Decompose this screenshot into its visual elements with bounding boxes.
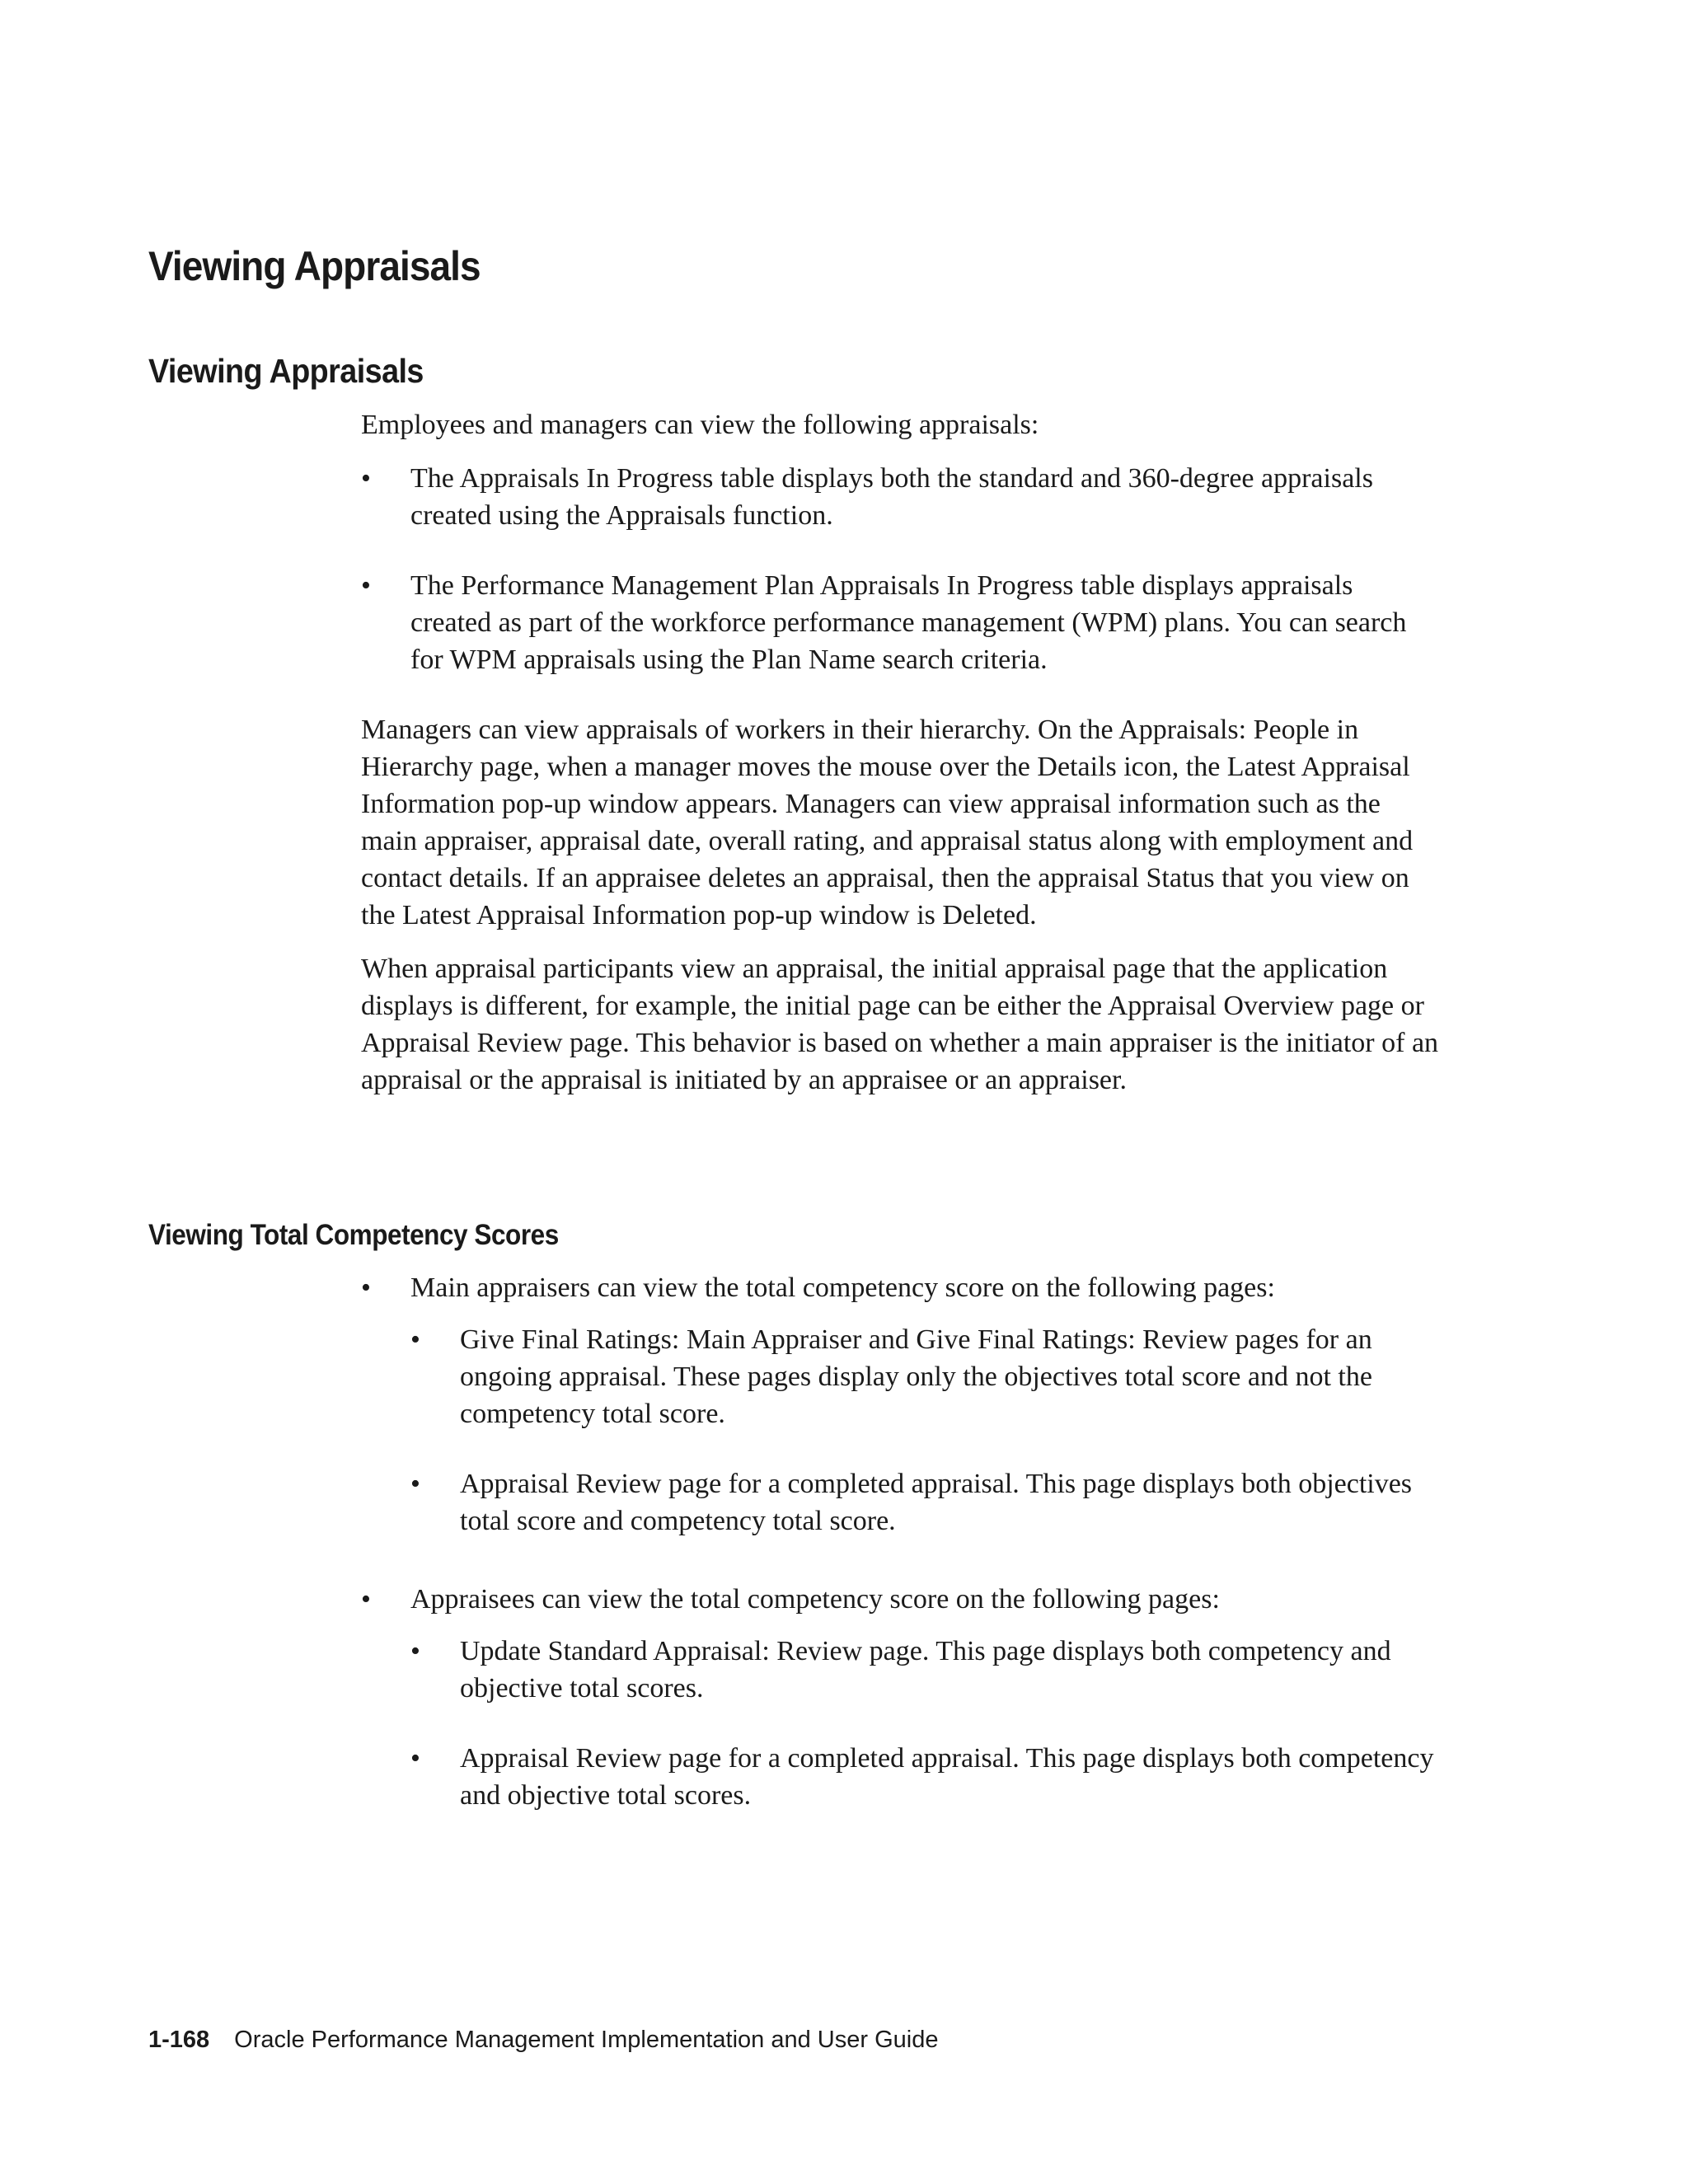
page-number: 1-168: [148, 2027, 210, 2053]
managers-paragraph: Managers can view appraisals of workers in their hierarchy. On the Appraisals: People in Hierarchy page, when a manager moves the mouse over the Details icon, the Latest Appraisal Information pop-up window appears. Managers can view appraisal information such as the main appraiser, appraisal date, overall rating, and appraisal status along with employment and contact details. If an appraisee deletes an appraisal, then the appraisal Status that you view on the Latest Appraisal Information pop-up window is Deleted.: [361, 715, 1414, 930]
sub-list-item: [410, 1633, 1441, 1707]
competency-scores-section: [361, 1269, 1441, 1814]
section-heading-competency-scores: Viewing Total Competency Scores: [148, 1219, 559, 1251]
sub-list-item: [410, 1740, 1441, 1814]
bullet-icon: •: [361, 463, 371, 494]
list-item-text: The Performance Management Plan Appraisals In Progress table displays appraisals created as part of the workforce performance management (WPM) plans. You can search for WPM appraisals using the Plan Name search criteria.: [410, 570, 1407, 675]
bullet-icon: •: [361, 570, 371, 601]
sub-list-item: [410, 1321, 1441, 1432]
bullet-icon: •: [410, 1636, 420, 1666]
list-item: [361, 460, 1441, 534]
sub-list-item-text: Give Final Ratings: Main Appraiser and Give Final Ratings: Review pages for an ongoing appraisal. These pages display only the objectives total score and not the competency total score.: [460, 1324, 1372, 1429]
section-heading-viewing-appraisals: Viewing Appraisals: [148, 352, 424, 390]
sub-list-item: [410, 1465, 1441, 1540]
viewing-appraisals-section: [361, 406, 1441, 1115]
list-item: [361, 567, 1441, 678]
competency-list: [361, 1269, 1441, 1814]
main-appraisers-pages-list: [410, 1321, 1441, 1540]
participants-paragraph: When appraisal participants view an appraisal, the initial appraisal page that the application displays is different, for example, the initial page can be either the Appraisal Overview page or Appraisal Review page. This behavior is based on whether a main appraiser is the initiator of an appraisal or the appraisal is initiated by an appraisee or an appraiser.: [361, 954, 1439, 1095]
bullet-icon: •: [361, 1272, 371, 1303]
bullet-icon: •: [410, 1743, 420, 1774]
page-title: Viewing Appraisals: [148, 243, 481, 289]
sub-list-item-text: Appraisal Review page for a completed appraisal. This page displays both competency and objective total scores.: [460, 1743, 1434, 1811]
sub-list-item-text: Appraisal Review page for a completed appraisal. This page displays both objectives total score and competency total score.: [460, 1469, 1413, 1536]
bullet-icon: •: [410, 1469, 420, 1499]
list-item-text: Appraisees can view the total competency score on the following pages:: [410, 1584, 1220, 1615]
sub-list-item-text: Update Standard Appraisal: Review page. This page displays both competency and objective total scores.: [460, 1636, 1391, 1704]
page-footer: [148, 2026, 938, 2055]
appraisees-pages-list: [410, 1633, 1441, 1814]
bullet-icon: •: [361, 1584, 371, 1615]
list-item-text: The Appraisals In Progress table displays both the standard and 360-degree appraisals created using the Appraisals function.: [410, 463, 1373, 531]
bullet-icon: •: [410, 1324, 420, 1355]
appraisal-tables-list: [361, 460, 1441, 678]
list-item: [361, 1581, 1441, 1814]
list-item: [361, 1269, 1441, 1540]
list-item-text: Main appraisers can view the total competency score on the following pages:: [410, 1272, 1275, 1303]
book-title: Oracle Performance Management Implementation and User Guide: [234, 2027, 939, 2053]
intro-paragraph: Employees and managers can view the following appraisals:: [361, 410, 1039, 440]
